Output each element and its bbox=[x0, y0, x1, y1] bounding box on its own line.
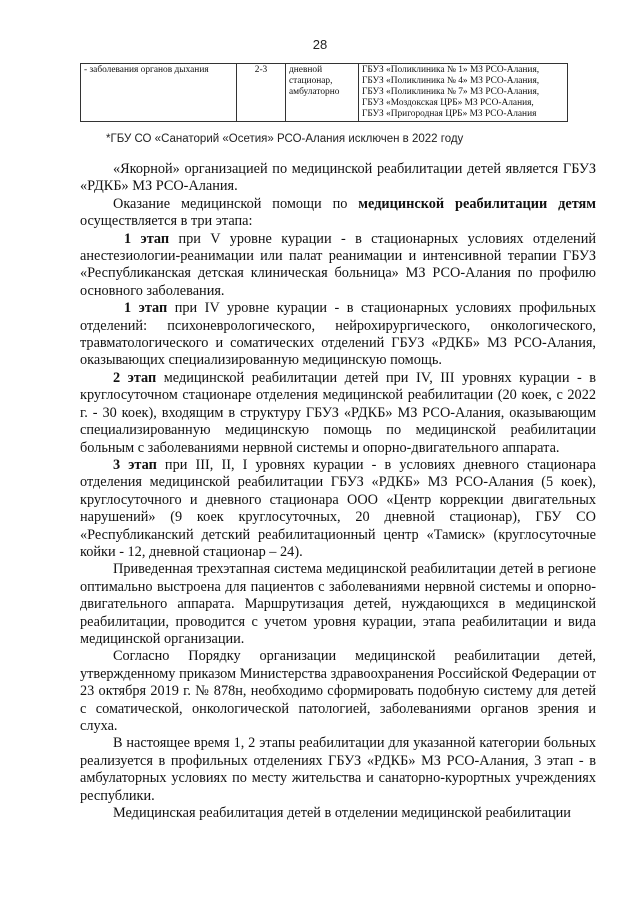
institutions-cell bbox=[359, 64, 568, 122]
institution-line: ГБУЗ «Поликлиника № 1» МЗ РСО-Алания, bbox=[362, 65, 540, 75]
disease-cell: - заболевания органов дыхания bbox=[81, 64, 237, 122]
table-row bbox=[81, 64, 568, 122]
stage-label: 1 этап bbox=[124, 230, 170, 247]
document-body bbox=[80, 161, 596, 822]
institution-line: ГБУЗ «Моздокская ЦРБ» МЗ РСО-Алания, bbox=[362, 98, 534, 108]
page-number: 28 bbox=[312, 37, 328, 52]
institution-line: ГБУЗ «Поликлиника № 7» МЗ РСО-Алания, bbox=[362, 87, 540, 97]
paragraph-stages-intro: Оказание медицинской помощи по медицинской реабилитации детям осуществляется в три этапа: bbox=[80, 195, 596, 230]
paragraph-department-rehab: Медицинская реабилитация детей в отделении медицинской реабилитации bbox=[113, 805, 571, 822]
paragraph-system-summary: Приведенная трехэтапная система медицинской реабилитации детей в регионе оптимально выстроена для пациентов с заболеваниями нервной системы и опорно-двигательного аппарата. Маршрутизация детей, нуждающихся в медицинской реабилитации, проводится с учетом уровня курации, этапа реабилитации и вида медицинской организации. bbox=[80, 561, 596, 647]
stage-label: 3 этап bbox=[113, 456, 157, 473]
paragraph-anchor-org: «Якорной» организацией по медицинской реабилитации детей является ГБУЗ «РДКБ» МЗ РСО-Алания. bbox=[80, 161, 596, 195]
bold-term: медицинской реабилитации детям bbox=[358, 195, 596, 212]
paragraph-current-state: В настоящее время 1, 2 этапы реабилитации для указанной категории больных реализуется в профильных отделениях ГБУЗ «РДКБ» МЗ РСО-Алания, 3 этап - в амбулаторных условиях по месту жительства и санаторно-курортных учреждениях республики. bbox=[80, 735, 596, 804]
stage-label: 1 этап bbox=[124, 300, 168, 317]
paragraph-stage-1b: 1 этап при IV уровне курации - в стационарных условиях профильных отделений: психоневрологического, нейрохирургического, онкологического, травматологического и соматических отделений ГБУЗ «РДКБ» МЗ РСО-Алания, оказывающих специализированную медицинскую помощь. bbox=[80, 300, 597, 369]
continuation-table bbox=[80, 63, 568, 122]
paragraph-order-reference: Согласно Порядку организации медицинской реабилитации детей, утвержденному приказом Министерства здравоохранения Российской Федерации от 23 октября 2019 г. № 878н, необходимо сформировать подобную систему для детей с соматической, онкологической патологией, заболеваниями органов зрения и слуха. bbox=[80, 648, 596, 734]
footnote: *ГБУ СО «Санаторий «Осетия» РСО-Алания исключен в 2022 году bbox=[106, 133, 464, 145]
mode-cell: дневной стационар, амбулаторно bbox=[286, 64, 359, 122]
paragraph-stage-1a: 1 этап при V уровне курации - в стационарных условиях отделений анестезиологии-реанимации или палат реанимации и интенсивной терапии ГБУЗ «Республиканская детская клиническая больница» МЗ РСО-Алания по профилю основного заболевания. bbox=[80, 230, 596, 299]
level-cell: 2-3 bbox=[237, 64, 286, 122]
institution-line: ГБУЗ «Поликлиника № 4» МЗ РСО-Алания, bbox=[362, 76, 540, 86]
stage-label: 2 этап bbox=[113, 369, 157, 386]
paragraph-stage-3: 3 этап при III, II, I уровнях курации - в условиях дневного стационара отделения медицинской реабилитации ГБУЗ «РДКБ» МЗ РСО-Алания (5 коек), круглосуточного и дневного стационара ООО «Центр коррекции двигательных нарушений» (9 коек круглосуточных, 20 дневной стационар), ГБУ СО «Республиканский детский реабилитационный центр «Тамиск» (круглосуточные койки - 12, дневной стационар – 24). bbox=[80, 456, 596, 560]
institution-line: ГБУЗ «Пригородная ЦРБ» МЗ РСО-Алания bbox=[362, 109, 537, 119]
paragraph-stage-2: 2 этап медицинской реабилитации детей при IV, III уровнях курации - в круглосуточном стационаре отделения медицинской реабилитации (20 коек, с 2022 г. - 30 коек), входящим в структуру ГБУЗ «РДКБ» МЗ РСО-Алания, оказывающим специализированную медицинскую помощь по медицинской реабилитации больным с заболеваниями нервной системы и опорно-двигательного аппарата. bbox=[80, 369, 596, 456]
